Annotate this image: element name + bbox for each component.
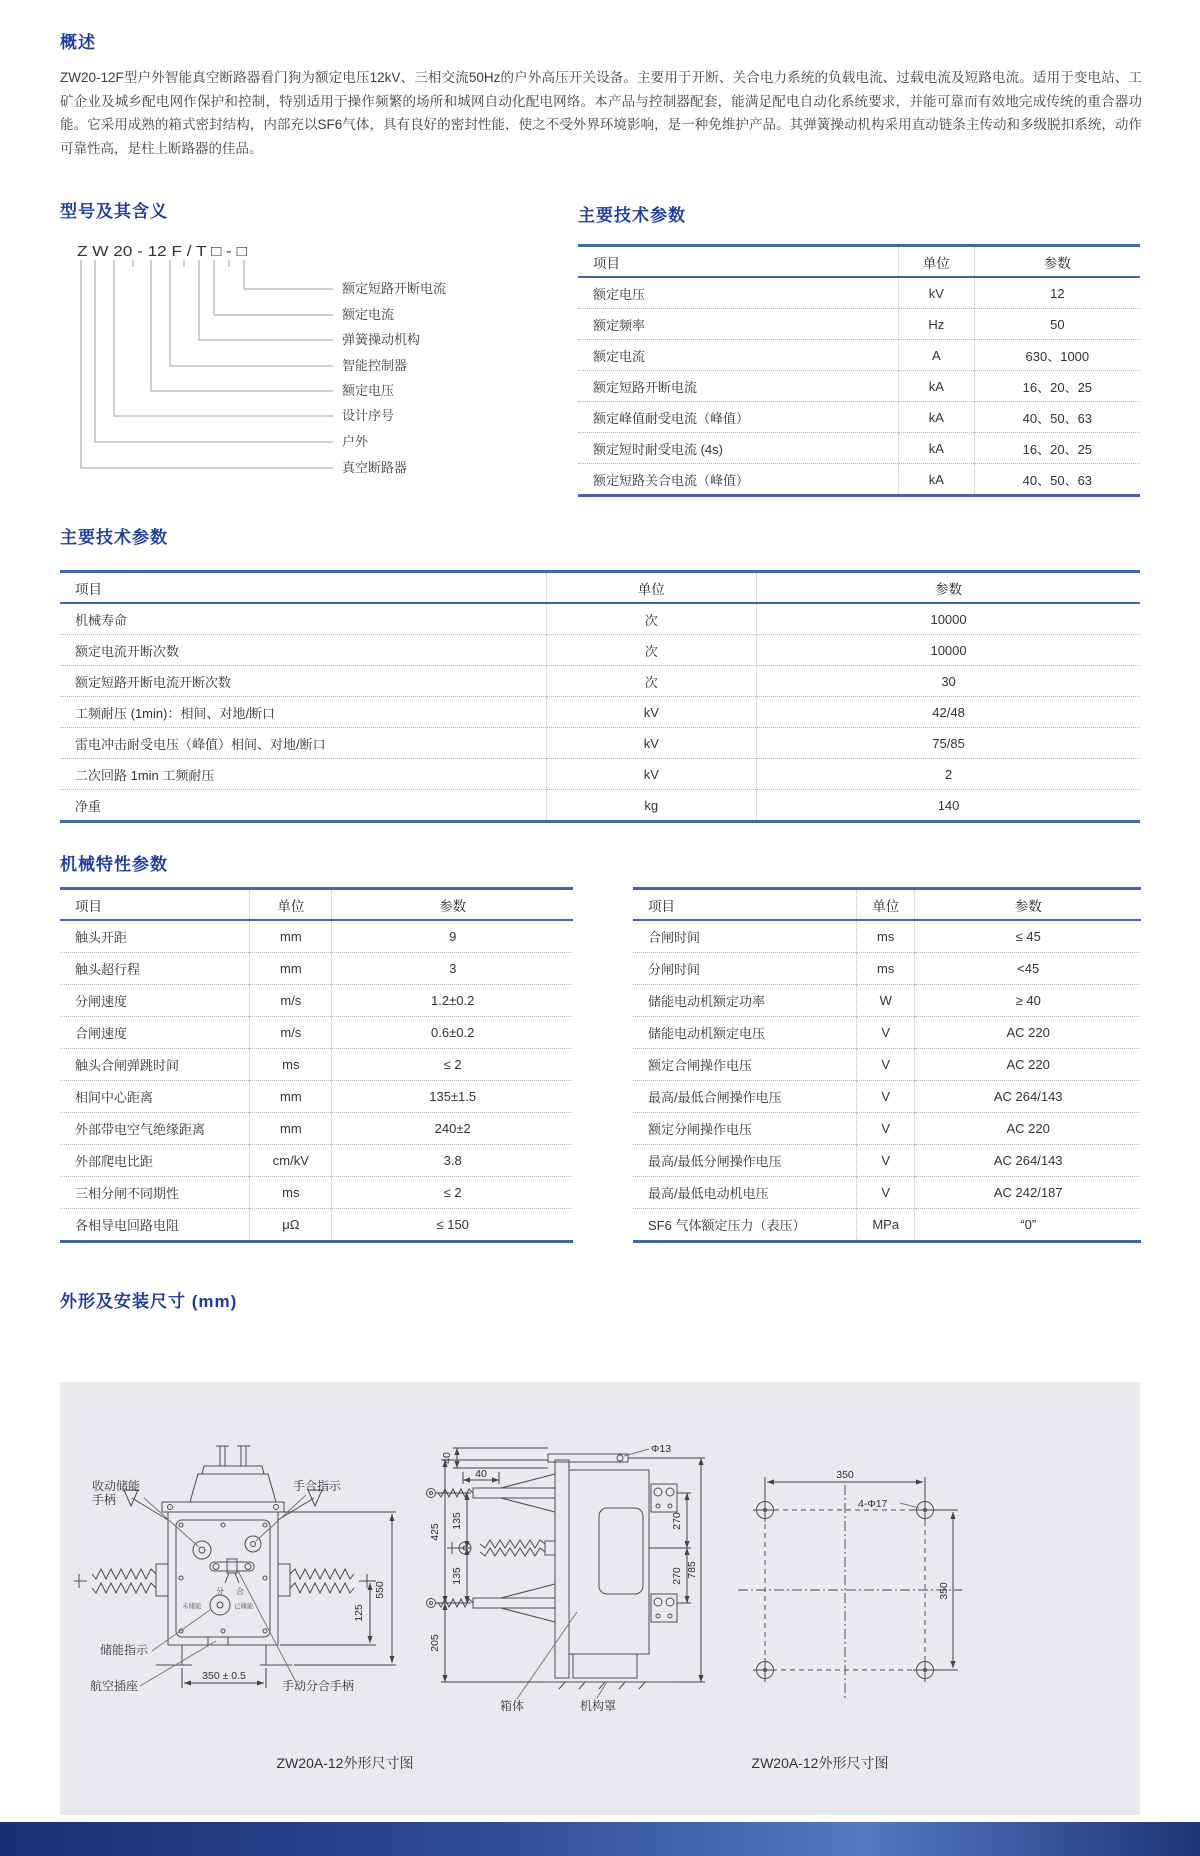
dim-425-label: 425 xyxy=(429,1523,441,1541)
dim-arrowhead xyxy=(916,1479,923,1484)
dim-4-phi17-label: 4-Φ17 xyxy=(858,1498,888,1510)
table-cell: 2 xyxy=(757,759,1140,790)
col-item: 项目 xyxy=(633,889,857,921)
table-cell: <45 xyxy=(915,953,1141,985)
model-code: Z W 20 - 12 F / T □ - □ xyxy=(77,243,247,260)
table-cell: kV xyxy=(546,697,757,728)
dim-arrowhead xyxy=(684,1493,689,1500)
table-cell: 240±2 xyxy=(332,1113,573,1145)
label-manual-handle: 手动分合手柄 xyxy=(282,1679,355,1693)
dim-arrowhead xyxy=(463,1477,470,1482)
table-cell: 相间中心距离 xyxy=(60,1081,250,1113)
table-cell: AC 242/187 xyxy=(915,1177,1141,1209)
table-cell: ≤ 2 xyxy=(332,1049,573,1081)
table-cell: 9 xyxy=(449,929,457,944)
table-cell: kV xyxy=(546,728,757,759)
table-row xyxy=(633,1081,1141,1113)
dim-135b-label: 135 xyxy=(451,1567,463,1585)
dim-arrowhead xyxy=(184,1680,191,1685)
table-cell: ms xyxy=(250,1177,332,1209)
table-cell: mm xyxy=(250,1113,332,1145)
col-value: 参数 xyxy=(332,889,573,921)
table-cell: 额定短路关合电流（峰值） xyxy=(578,464,898,496)
table-row xyxy=(633,1049,1141,1081)
table-cell: 最高/最低电动机电压 xyxy=(633,1177,857,1209)
col-unit: 单位 xyxy=(546,572,757,604)
table-cell: mm xyxy=(250,953,332,985)
table-cell: kA xyxy=(898,402,974,433)
col-item: 项目 xyxy=(578,246,898,278)
model-label-design-serial: 设计序号 xyxy=(342,408,395,423)
table-row xyxy=(60,603,1140,635)
table-cell: Hz xyxy=(898,309,974,340)
side-view-dimensions xyxy=(435,1448,705,1682)
table-cell: 50 xyxy=(974,309,1140,340)
table-cell: 30 xyxy=(757,666,1140,697)
table-row xyxy=(578,433,1140,464)
table-cell: 各相导电回路电阻 xyxy=(60,1209,250,1242)
model-branch-lines xyxy=(81,267,333,468)
table-cell: AC 264/143 xyxy=(915,1081,1141,1113)
model-label-rated-current: 额定电流 xyxy=(342,307,395,322)
overview-title: 概述 xyxy=(60,33,96,52)
model-label-smart-controller: 智能控制器 xyxy=(342,358,408,373)
table-header-row xyxy=(60,889,573,921)
table-cell: 140 xyxy=(757,790,1140,822)
table-cell: 额定短路开断电流开断次数 xyxy=(60,666,546,697)
table-cell: AC 220 xyxy=(915,1049,1141,1081)
dim-arrowhead xyxy=(442,1675,447,1682)
table-cell: V xyxy=(857,1145,915,1177)
table-cell: 630、1000 xyxy=(974,340,1140,371)
front-view-dimensions xyxy=(182,1512,396,1688)
table-cell: 1.2±0.2 xyxy=(332,985,573,1017)
table-cell: 40、50、63 xyxy=(974,402,1140,433)
dim-phi13-label: Φ13 xyxy=(651,1443,672,1455)
table-row xyxy=(633,1113,1141,1145)
mech-table-left xyxy=(60,887,573,1243)
table-cell: kA xyxy=(898,433,974,464)
table-row xyxy=(578,464,1140,496)
label-box-body: 箱体 xyxy=(500,1699,525,1713)
table-cell: 触头合闸弹跳时间 xyxy=(60,1049,250,1081)
dim-arrowhead xyxy=(464,1548,469,1555)
table-cell: W xyxy=(857,985,915,1017)
table-row xyxy=(60,759,1140,790)
table-cell: 12 xyxy=(1050,285,1065,301)
table-cell: 净重 xyxy=(60,790,546,822)
table-cell: 额定频率 xyxy=(578,309,898,340)
table-cell: 最高/最低合闸操作电压 xyxy=(633,1081,857,1113)
table-cell: V xyxy=(857,1081,915,1113)
col-unit: 单位 xyxy=(250,889,332,921)
table-cell: μΩ xyxy=(250,1209,332,1242)
table-cell: 额定电流开断次数 xyxy=(60,635,546,666)
table-cell: mm xyxy=(250,920,332,953)
params1-title: 主要技术参数 xyxy=(578,206,686,225)
table-cell: 分闸速度 xyxy=(60,985,250,1017)
model-code-ticks xyxy=(81,260,244,267)
table-cell: “0” xyxy=(915,1209,1141,1242)
col-unit: 单位 xyxy=(898,246,974,278)
table-cell: 二次回路 1min 工频耐压 xyxy=(60,759,546,790)
table-cell: 10000 xyxy=(930,611,967,627)
table-row xyxy=(60,920,573,953)
table-cell: 额定短时耐受电流 (4s) xyxy=(578,433,898,464)
table-row xyxy=(633,1017,1141,1049)
dim-arrowhead xyxy=(684,1548,689,1555)
col-value: 参数 xyxy=(915,889,1141,921)
table-cell: V xyxy=(857,1113,915,1145)
table-row xyxy=(633,1177,1141,1209)
dim-arrowhead xyxy=(367,1583,372,1590)
dims-title: 外形及安装尺寸 (mm) xyxy=(60,1292,238,1311)
table-cell: kA xyxy=(898,464,974,496)
col-item: 项目 xyxy=(60,572,546,604)
table-cell: MPa xyxy=(857,1209,915,1242)
table-cell: AC 220 xyxy=(915,1017,1141,1049)
table-cell: 次 xyxy=(546,603,757,635)
table-cell: 40、50、63 xyxy=(974,464,1140,496)
table-cell: 合闸时间 xyxy=(633,920,857,953)
table-cell: 10000 xyxy=(757,635,1140,666)
table-cell: ≤ 150 xyxy=(332,1209,573,1242)
mounting-hole-drawing xyxy=(730,1455,970,1705)
table-cell: 3 xyxy=(332,953,573,985)
dim-350-right-label: 350 xyxy=(938,1582,950,1600)
dim-arrowhead xyxy=(492,1477,499,1482)
label-mechanism-cover: 机构罩 xyxy=(580,1699,617,1713)
table-cell: V xyxy=(857,1177,915,1209)
table-cell: ms xyxy=(250,1049,332,1081)
dim-arrowhead xyxy=(698,1458,703,1465)
footer-band xyxy=(0,1822,1200,1856)
table-cell: SF6 气体额定压力（表压） xyxy=(633,1209,857,1242)
switch-close-label: 合 xyxy=(236,1587,244,1596)
table-row xyxy=(633,1145,1141,1177)
table-row xyxy=(60,728,1140,759)
table-cell: 135±1.5 xyxy=(332,1081,573,1113)
mech-table-right xyxy=(633,887,1141,1243)
table-cell: A xyxy=(898,340,974,371)
hole-pattern-linework xyxy=(738,1485,962,1700)
table-cell: 16、20、25 xyxy=(974,371,1140,402)
table-cell: 次 xyxy=(546,635,757,666)
table-cell: AC 220 xyxy=(915,1113,1141,1145)
dim-arrowhead xyxy=(464,1541,469,1548)
table-row xyxy=(60,1049,573,1081)
col-item: 项目 xyxy=(60,889,250,921)
charged-label: 已储能 xyxy=(234,1603,254,1610)
dim-785-label: 785 xyxy=(686,1561,698,1579)
model-label-vacuum-breaker: 真空断路器 xyxy=(342,460,408,475)
dim-350-top-label: 350 xyxy=(836,1469,854,1481)
model-label-outdoor: 户外 xyxy=(342,434,369,449)
table-cell: 次 xyxy=(546,666,757,697)
dim-205-label: 205 xyxy=(429,1634,441,1652)
model-label-breaking-current: 额定短路开断电流 xyxy=(342,281,447,296)
label-energy-indicator: 储能指示 xyxy=(100,1643,149,1657)
table-cell: 合闸速度 xyxy=(60,1017,250,1049)
table-cell: 触头开距 xyxy=(60,920,250,953)
dim-arrowhead xyxy=(698,1675,703,1682)
dim-arrowhead xyxy=(950,1512,955,1519)
dim-125-label: 125 xyxy=(353,1604,365,1622)
table-cell: cm/kV xyxy=(250,1145,332,1177)
table-cell: ms xyxy=(857,953,915,985)
mech-title: 机械特性参数 xyxy=(60,855,168,874)
dim-arrowhead xyxy=(684,1541,689,1548)
switch-open-label: 分 xyxy=(216,1587,224,1596)
dim-270a-label: 270 xyxy=(671,1512,683,1530)
params-table-1 xyxy=(578,244,1140,497)
table-cell: 分闸时间 xyxy=(633,953,857,985)
caption-outline-left: ZW20A-12外形尺寸图 xyxy=(276,1755,414,1771)
table-header-row xyxy=(60,572,1140,604)
table-cell: ≤ 2 xyxy=(332,1177,573,1209)
dim-arrowhead xyxy=(389,1514,394,1521)
table-cell: 外部爬电比距 xyxy=(60,1145,250,1177)
dim-270b-label: 270 xyxy=(671,1567,683,1585)
params2-title: 主要技术参数 xyxy=(60,528,168,547)
table-cell: 外部带电空气绝缘距离 xyxy=(60,1113,250,1145)
dim-arrowhead xyxy=(257,1680,264,1685)
table-row xyxy=(578,402,1140,433)
dimension-panel xyxy=(60,1382,1140,1815)
table-cell: 3.8 xyxy=(332,1145,573,1177)
table-row xyxy=(60,1145,573,1177)
table-cell: 额定合闸操作电压 xyxy=(633,1049,857,1081)
dim-arrowhead xyxy=(454,1461,459,1468)
not-charged-label: 未储能 xyxy=(182,1603,202,1610)
table-cell: 42/48 xyxy=(757,697,1140,728)
table-row xyxy=(578,340,1140,371)
table-row xyxy=(60,953,573,985)
label-close-indicator: 手合指示 xyxy=(293,1479,342,1493)
label-energy-handle-1: 收动储能 xyxy=(92,1479,141,1493)
outline-drawing-side xyxy=(405,1442,705,1722)
label-energy-handle-2: 手柄 xyxy=(92,1493,117,1507)
dim-350-label: 350 ± 0.5 xyxy=(202,1670,246,1682)
table-cell: V xyxy=(857,1049,915,1081)
table-cell: ms xyxy=(857,920,915,953)
label-aviation-socket: 航空插座 xyxy=(90,1679,139,1693)
table-cell: 额定分闸操作电压 xyxy=(633,1113,857,1145)
dim-arrowhead xyxy=(367,1636,372,1643)
dim-40v-label: 40 xyxy=(441,1452,453,1464)
col-value: 参数 xyxy=(757,572,1140,604)
table-row xyxy=(60,1081,573,1113)
params-table-2 xyxy=(60,570,1140,823)
table-row xyxy=(578,277,1140,309)
table-cell: kA xyxy=(898,371,974,402)
overview-paragraph: ZW20-12F型户外智能真空断路器看门狗为额定电压12kV、三相交流50Hz的户外高压开关设备。主要用于开断、关合电力系统的负载电流、过载电流及短路电流。适用于变电站、工矿企业及城乡配电网作保护和控制，特别适用于操作频繁的场所和城网自动化配电网络。本产品与控制器配套，能满足配电自动化系统要求，并能可靠而有效地完成传统的重合器功能。它采用成熟的箱式密封结构，内部充以SF6气体，具有良好的密封性能，使之不受外界环境影响，是一种免维护产品。其弹簧操动机构采用直动链条主传动和多级脱扣系统，动作可靠性高，是柱上断路器的佳品。 xyxy=(60,70,1142,156)
table-cell: 0.6±0.2 xyxy=(332,1017,573,1049)
dim-40h-label: 40 xyxy=(475,1468,487,1480)
table-cell: 16、20、25 xyxy=(974,433,1140,464)
table-cell: 雷电冲击耐受电压（峰值）相间、对地/断口 xyxy=(60,728,546,759)
table-cell: kV xyxy=(898,277,974,309)
side-view-linework xyxy=(427,1454,678,1689)
caption-outline-right: ZW20A-12外形尺寸图 xyxy=(751,1755,889,1771)
dim-arrowhead xyxy=(454,1448,459,1455)
table-cell: ≥ 40 xyxy=(915,985,1141,1017)
table-header-row xyxy=(633,889,1141,921)
table-cell: 工频耐压 (1min)：相间、对地/断口 xyxy=(60,697,546,728)
dim-550-label: 550 xyxy=(374,1581,386,1599)
hole-pattern-leader-lines xyxy=(900,1503,919,1508)
dim-135a-label: 135 xyxy=(451,1512,463,1530)
side-view-leader-lines xyxy=(517,1449,649,1699)
table-cell: 触头超行程 xyxy=(60,953,250,985)
table-row xyxy=(60,1177,573,1209)
outline-drawing-front xyxy=(70,1440,410,1750)
table-cell: 机械寿命 xyxy=(60,603,546,635)
table-cell: 额定电压 xyxy=(578,277,898,309)
table-cell: AC 264/143 xyxy=(915,1145,1141,1177)
table-row xyxy=(578,309,1140,340)
table-cell: 储能电动机额定电压 xyxy=(633,1017,857,1049)
table-cell: 75/85 xyxy=(757,728,1140,759)
table-row xyxy=(60,985,573,1017)
table-row xyxy=(633,985,1141,1017)
model-label-spring-mechanism: 弹簧操动机构 xyxy=(342,332,421,347)
dim-arrowhead xyxy=(767,1479,774,1484)
table-cell: ≤ 45 xyxy=(1015,929,1041,944)
table-header-row xyxy=(578,246,1140,278)
table-row xyxy=(60,790,1140,822)
table-row xyxy=(633,953,1141,985)
table-row xyxy=(578,371,1140,402)
table-cell: 最高/最低分闸操作电压 xyxy=(633,1145,857,1177)
table-cell: V xyxy=(857,1017,915,1049)
table-cell: 额定短路开断电流 xyxy=(578,371,898,402)
table-cell: 三相分闸不同期性 xyxy=(60,1177,250,1209)
table-row xyxy=(60,1209,573,1242)
model-designation-diagram xyxy=(60,240,490,480)
table-cell: kg xyxy=(546,790,757,822)
col-value: 参数 xyxy=(974,246,1140,278)
table-cell: 额定电流 xyxy=(578,340,898,371)
table-cell: m/s xyxy=(250,1017,332,1049)
table-row xyxy=(60,1017,573,1049)
table-cell: m/s xyxy=(250,985,332,1017)
table-cell: 额定峰值耐受电流（峰值） xyxy=(578,402,898,433)
table-row xyxy=(633,920,1141,953)
dim-arrowhead xyxy=(950,1661,955,1668)
model-section-title: 型号及其含义 xyxy=(60,202,168,221)
table-row xyxy=(60,697,1140,728)
table-row xyxy=(60,635,1140,666)
dim-arrowhead xyxy=(389,1656,394,1663)
dim-arrowhead xyxy=(442,1603,447,1610)
col-unit: 单位 xyxy=(857,889,915,921)
table-cell: kV xyxy=(546,759,757,790)
table-cell: 储能电动机额定功率 xyxy=(633,985,857,1017)
table-row xyxy=(60,666,1140,697)
table-cell: mm xyxy=(250,1081,332,1113)
table-row xyxy=(633,1209,1141,1242)
model-label-rated-voltage: 额定电压 xyxy=(342,383,395,398)
table-row xyxy=(60,1113,573,1145)
dim-arrowhead xyxy=(684,1596,689,1603)
